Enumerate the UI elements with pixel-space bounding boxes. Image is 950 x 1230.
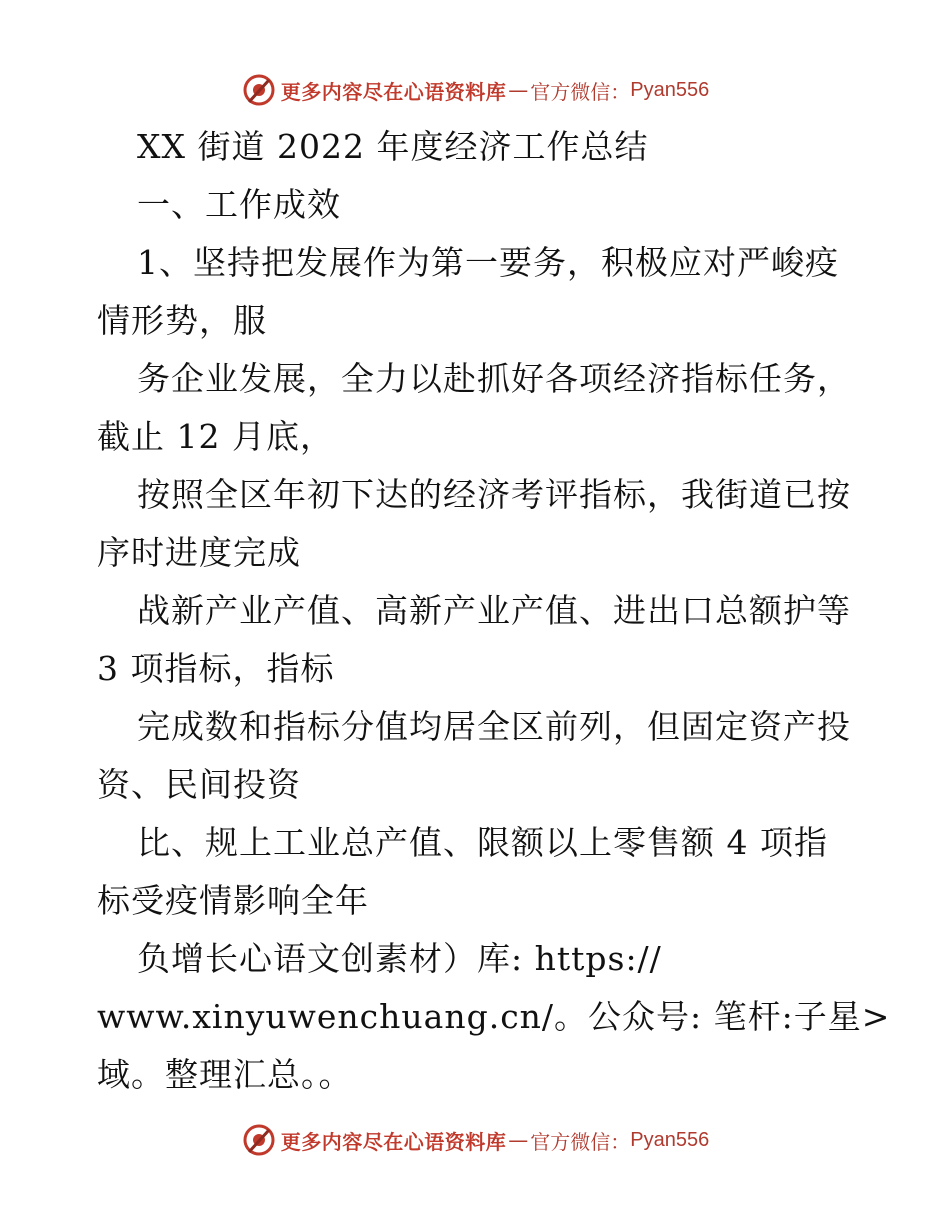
document-line: 截止 12 月底， xyxy=(97,417,334,456)
seal-pen-logo-icon xyxy=(241,1122,277,1158)
banner-separator: — xyxy=(508,78,529,102)
document-line: 资、民间投资 xyxy=(97,765,301,804)
footer-watermark-banner xyxy=(0,1120,950,1160)
banner-label: 官方微信： xyxy=(530,79,631,104)
document-line: 域。整理汇总。。 xyxy=(97,1055,353,1094)
document-line: 按照全区年初下达的经济考评指标，我街道已按 xyxy=(137,475,851,514)
document-line: 比、规上工业总产值、限额以上零售额 4 项指 xyxy=(137,823,828,862)
document-body xyxy=(97,118,891,1104)
banner-handle: Pyan556 xyxy=(630,1128,710,1151)
banner-handle: Pyan556 xyxy=(630,78,710,101)
document-line: 战新产业产值、高新产业产值、进出口总额护等 xyxy=(137,591,851,630)
document-line: XX 街道 2022 年度经济工作总结 xyxy=(137,127,649,166)
document-line: 完成数和指标分值均居全区前列，但固定资产投 xyxy=(137,707,851,746)
header-watermark-banner xyxy=(0,70,950,110)
document-line: 标受疫情影响全年 xyxy=(97,881,369,920)
banner-label: 官方微信： xyxy=(530,1129,631,1154)
banner-separator: — xyxy=(508,1128,529,1152)
banner-text: 更多内容尽在心语资料库 xyxy=(280,1129,507,1154)
document-line: 务企业发展，全力以赴抓好各项经济指标任务， xyxy=(137,359,851,398)
document-line: 序时进度完成 xyxy=(97,533,301,572)
document-line: www.xinyuwenchuang.cn/。公众号: 笔杆:子星> xyxy=(97,997,891,1036)
document-line: 情形势，服 xyxy=(97,301,267,340)
document-line: 3 项指标，指标 xyxy=(97,649,335,688)
document-line: 1、坚持把发展作为第一要务，积极应对严峻疫 xyxy=(137,243,839,282)
banner-text: 更多内容尽在心语资料库 xyxy=(280,79,507,104)
document-line: 一、工作成效 xyxy=(137,185,341,224)
document-line: 负增长心语文创素材）库: https:// xyxy=(137,939,662,978)
seal-pen-logo-icon xyxy=(241,72,277,108)
